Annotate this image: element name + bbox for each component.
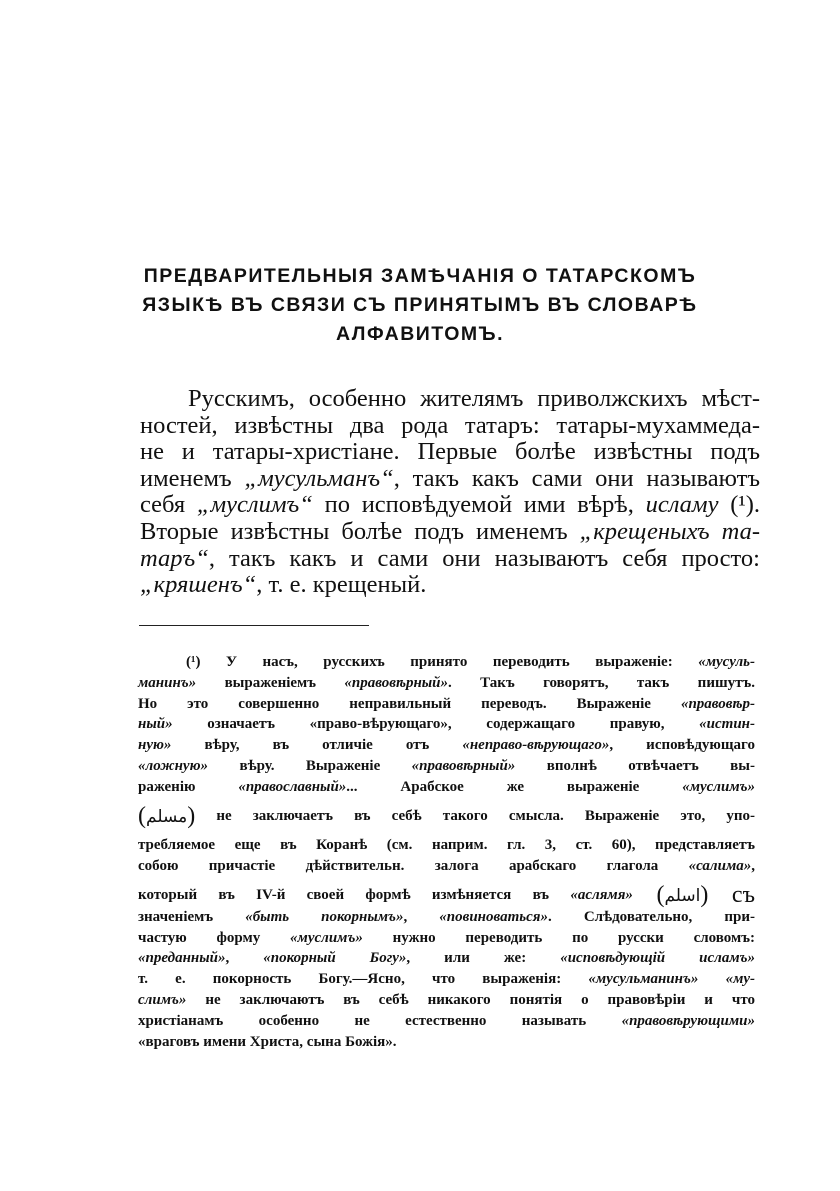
footnote-line: христіанамъ особенно не естественно называть «правовѣрующими» xyxy=(138,1012,755,1029)
text-line: Вторые извѣстны болѣе подъ именемъ „крещеныхъ та- xyxy=(140,517,761,545)
heading-line: АЛФАВИТОМЪ. xyxy=(335,323,505,345)
footnote-line: «враговъ имени Христа, сына Божія». xyxy=(138,1033,397,1050)
footnote-line: т. е. покорность Богу.—Ясно, что выраженія: «мусульманинъ» «му- xyxy=(138,971,755,988)
footnote-line: Но это совершенно неправильный переводъ. Выраженіе «правовѣр- xyxy=(138,695,755,712)
footnote-line: ную» вѣру, въ отличіе отъ «неправо-вѣрующаго», исповѣдующаго xyxy=(138,737,755,754)
footnote-line: «преданный», «покорный Богу», или же: «исповѣдующій исламъ» xyxy=(138,950,755,967)
footnote-divider xyxy=(139,625,369,626)
footnote-line: ный» означаетъ «право-вѣрующаго», содержащаго правую, «истин- xyxy=(138,716,755,733)
chapter-heading xyxy=(140,262,700,349)
footnote-line: слимъ» не заключаютъ въ себѣ никакого понятія о правовѣріи и что xyxy=(138,991,755,1008)
footnote-line: частую форму «муслимъ» нужно переводить по русски словомъ: xyxy=(138,929,755,946)
arabic-word: اسلم xyxy=(664,885,701,906)
footnote-line: собою причастіе дѣйствительн. залога арабскаго глагола «салима», xyxy=(138,858,755,875)
text-line: таръ“, такъ какъ и сами они называютъ себя просто: xyxy=(140,544,760,572)
footnote-line: требляемое еще въ Коранѣ (см. наприм. гл. 3, ст. 60), представляетъ xyxy=(138,837,755,854)
text-line: себя „муслимъ“ по исповѣдуемой ими вѣрѣ, исламу (¹). xyxy=(140,491,760,519)
footnote-line: значеніемъ «быть покорнымъ», «повиноваться». Слѣдовательно, при- xyxy=(138,908,755,925)
text-line: Русскимъ, особенно жителямъ приволжскихъ мѣст- xyxy=(188,385,760,412)
heading-line: ЯЗЫКѢ ВЪ СВЯЗИ СЪ ПРИНЯТЫМЪ ВЪ СЛОВАРѢ xyxy=(142,294,698,316)
text-line: „кряшенъ“, т. е. крещеный. xyxy=(140,571,427,599)
text-line: ностей, извѣстны два рода татаръ: татары-мухаммеда- xyxy=(140,411,760,439)
footnote-line: манинъ» выраженіемъ «правовѣрный». Такъ говорятъ, такъ пишутъ. xyxy=(138,674,755,691)
footnote-line: который въ IV-й своей формѣ измѣняется въ «аслямя» (اسلم) съ xyxy=(138,881,755,908)
footnote-line: (¹) У насъ, русскихъ принято переводить выраженіе: «мусуль- xyxy=(186,654,755,670)
footnote xyxy=(138,652,755,1052)
spacer xyxy=(138,827,755,835)
footnote-line: (مسلم) не заключаетъ въ себѣ такого смысла. Выраженіе это, упо- xyxy=(138,802,755,829)
footnote-line: раженію «православный»... Арабское же выраженіе «муслимъ» xyxy=(138,778,756,795)
text-line: именемъ „мусульманъ“, такъ какъ сами они называютъ xyxy=(140,464,760,492)
footnote-line: «ложную» вѣру. Выраженіе «правовѣрный» вполнѣ отвѣчаетъ вы- xyxy=(138,757,755,774)
footnote-reference: (¹). xyxy=(718,491,760,519)
spacer xyxy=(138,798,755,806)
heading-line: ПРЕДВАРИТЕЛЬНЫЯ ЗАМѢЧАНІЯ О ТАТАРСКОМЪ xyxy=(143,265,697,287)
arabic-word: مسلم xyxy=(146,806,188,827)
main-paragraph xyxy=(140,386,760,599)
text-line: не и татары-христіане. Первые болѣе извѣстны подъ xyxy=(140,438,760,466)
